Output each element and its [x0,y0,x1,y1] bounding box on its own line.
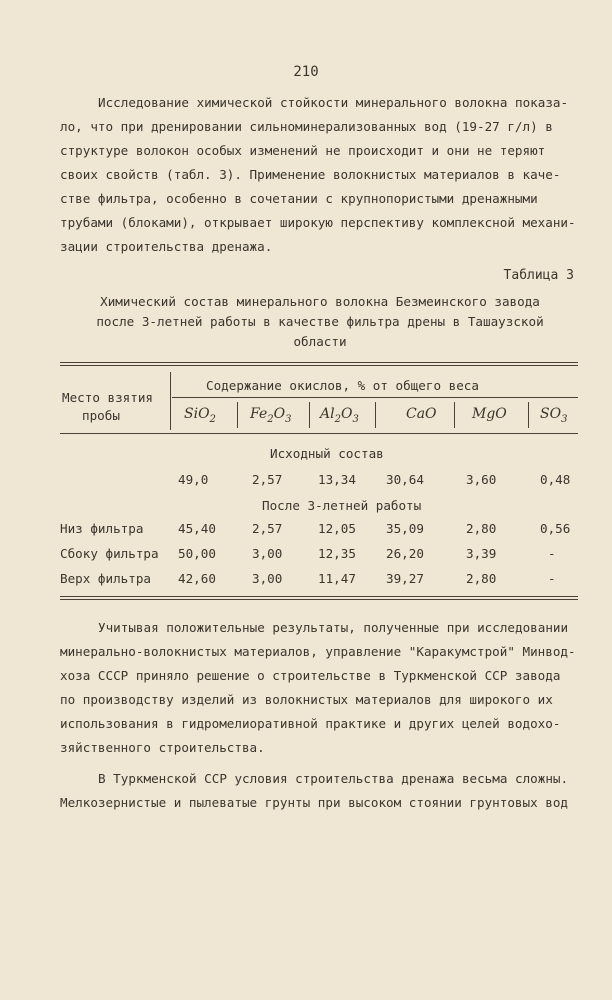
cell-fe2o3: 2,57 [252,521,283,536]
header-cao: CaO [406,406,437,422]
section-label-initial: Исходный состав [270,446,384,461]
cell-so3: - [548,571,556,586]
caption-line: области [293,334,347,349]
table-bottom-rule-2 [60,599,578,600]
cell-place: Верх фильтра [60,571,151,586]
text-line: по производству изделий из волокнистых материалов для широкого их [60,692,553,707]
text-line: трубами (блоками), открывает широкую перспективу комплексной механи- [60,215,576,230]
text-line: минерально-волокнистых материалов, управление "Каракумстрой" Минвод- [60,644,576,659]
header-mgo: MgO [472,406,507,422]
column-separator [237,402,238,428]
header-al2o3: $Al_2O_3$ [320,406,359,425]
column-separator [528,402,529,428]
caption-line: Химический состав минерального волокна Безмеинского завода [100,294,540,309]
cell-fe2o3: 2,57 [252,472,283,487]
table-bottom-rule [60,596,578,597]
text-line: хоза СССР приняло решение о строительстве в Туркменской ССР завода [60,668,561,683]
text-line: зяйственного строительства. [60,740,265,755]
header-place-line1: Место взятия [62,390,153,405]
cell-al2o3: 12,35 [318,546,356,561]
cell-place: Сбоку фильтра [60,546,159,561]
cell-cao: 26,20 [386,546,424,561]
header-fe2o3: $Fe_2O_3$ [250,406,292,425]
paragraph-1 [60,91,580,259]
text-line: стве фильтра, особенно в сочетании с крупнопористыми дренажными [60,191,538,206]
cell-place: Низ фильтра [60,521,144,536]
header-oxide-group: Содержание окислов, % от общего веса [206,378,479,393]
header-so3: $SO_3$ [540,406,568,425]
section-label-after: После 3-летней работы [262,498,422,513]
page-number: 210 [293,64,319,80]
table-caption [60,292,580,352]
header-sio2: SiO$_2$ [184,406,216,425]
cell-so3: 0,56 [540,521,571,536]
cell-mgo: 3,60 [466,472,497,487]
table-top-rule-2 [60,365,578,366]
cell-fe2o3: 3,00 [252,546,283,561]
column-separator [170,372,171,430]
text-line: ло, что при дренировании сильноминерализованных вод (19-27 г/л) в [60,119,553,134]
cell-sio2: 42,60 [178,571,216,586]
text-line: зации строительства дренажа. [60,239,273,254]
cell-mgo: 3,39 [466,546,497,561]
text-line: Исследование химической стойкости минерального волокна показа- [98,95,569,110]
cell-cao: 35,09 [386,521,424,536]
text-line: В Туркменской ССР условия строительства дренажа весьма сложны. [98,771,569,786]
text-line: Мелкозернистые и пылеватые грунты при высоком стоянии грунтовых вод [60,795,568,810]
paragraph-3 [60,767,580,815]
cell-fe2o3: 3,00 [252,571,283,586]
cell-sio2: 50,00 [178,546,216,561]
header-place-line2: пробы [82,408,120,423]
cell-al2o3: 11,47 [318,571,356,586]
cell-sio2: 45,40 [178,521,216,536]
header-divider [172,397,578,398]
text-line: использования в гидромелиоративной практике и других целей водохо- [60,716,561,731]
cell-mgo: 2,80 [466,571,497,586]
cell-cao: 39,27 [386,571,424,586]
cell-mgo: 2,80 [466,521,497,536]
header-bottom-rule [60,433,578,434]
column-separator [309,402,310,428]
cell-so3: - [548,546,556,561]
caption-line: после 3-летней работы в качестве фильтра дрены в Ташаузской [96,314,544,329]
paragraph-2 [60,616,580,760]
cell-al2o3: 12,05 [318,521,356,536]
cell-so3: 0,48 [540,472,571,487]
column-separator [375,402,376,428]
table-label: Таблица 3 [503,268,574,283]
column-separator [454,402,455,428]
text-line: своих свойств (табл. 3). Применение волокнистых материалов в каче- [60,167,561,182]
text-line: Учитывая положительные результаты, полученные при исследовании [98,620,569,635]
table-top-rule [60,362,578,363]
cell-cao: 30,64 [386,472,424,487]
text-line: структуре волокон особых изменений не происходит и они не теряют [60,143,546,158]
cell-al2o3: 13,34 [318,472,356,487]
cell-sio2: 49,0 [178,472,209,487]
